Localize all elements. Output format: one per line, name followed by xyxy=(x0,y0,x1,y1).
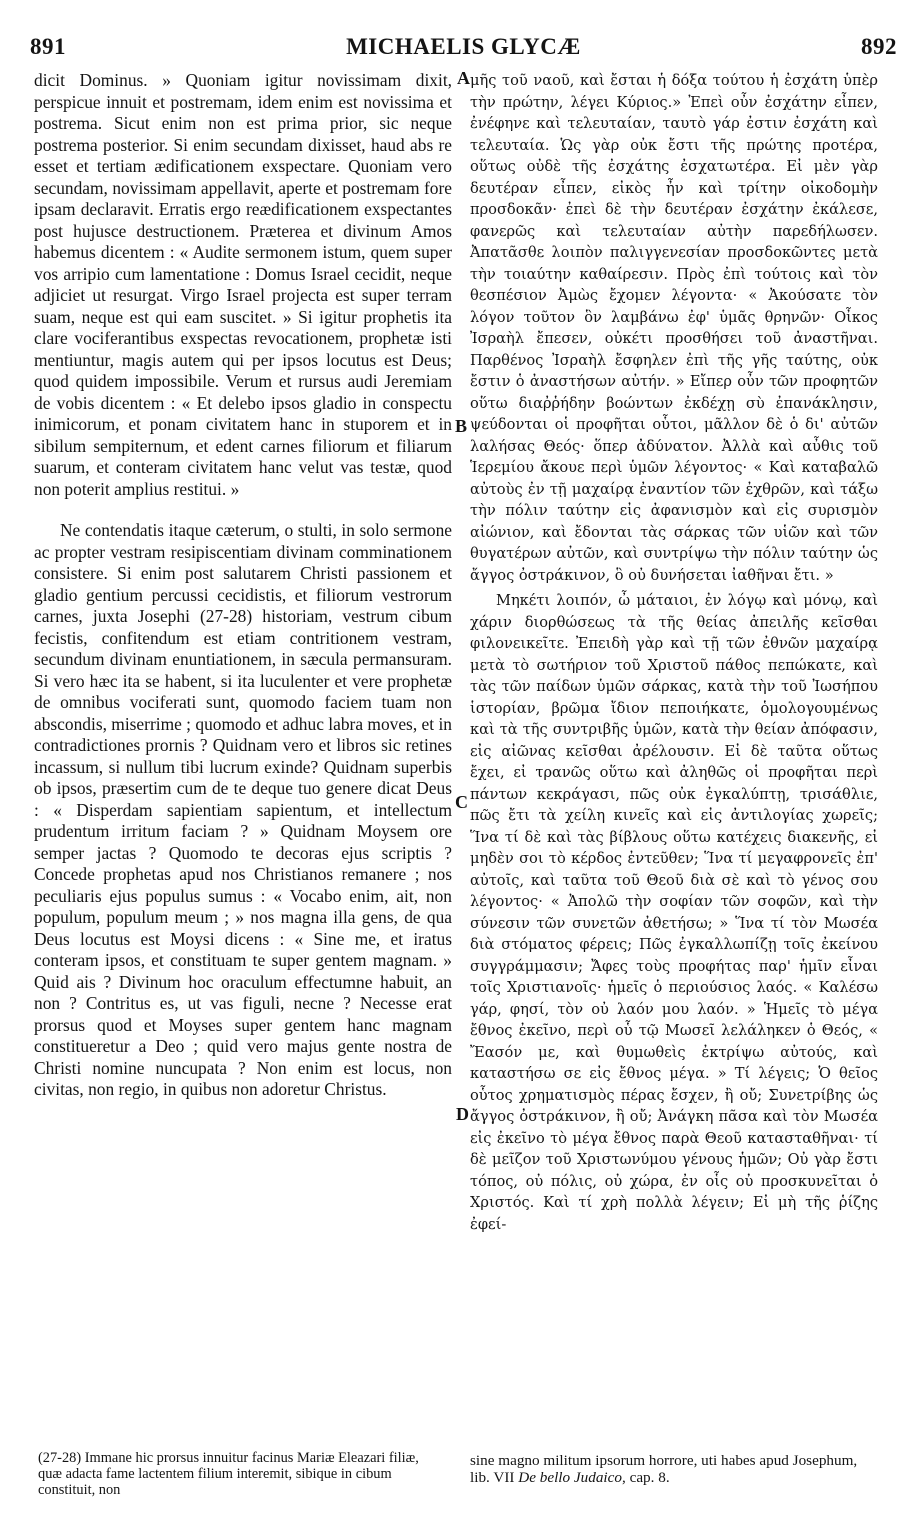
greek-paragraph-2: Μηκέτι λοιπόν, ὦ μάταιοι, ἐν λόγῳ καὶ μόνῳ, καὶ χάριν διορθώσεως τὰ τῆς θείας ἀπειλῆς κεῖσθαι φιλονεικεῖτε. Ἐπειδὴ γὰρ καὶ τῇ τῶν ἐθνῶν μαχαίρᾳ μετὰ τὸ σωτήριον τοῦ Χριστοῦ πάθος πεπώκατε, καὶ τὰς τῶν παίδων ὑμῶν σάρκας, κατὰ τὴν τοῦ Ἰωσήπου ἱστορίαν, βρῶμα ἴδιον πεποιήκατε, ὁμολογουμένως καὶ τὰ τῆς συντριβῆς ὑμῶν, κατὰ τὴν θείαν ἀπόφασιν, εἰς αἰῶνας κεῖσθαι ἀρέλουσιν. Εἰ δὲ ταῦτα οὕτως ἔχει, εἰ τρανῶς οὕτω καὶ ἀληθῶς οἱ προφῆται περὶ πάντων κεκράγασι, πῶς οὐκ ἐγκαλύπτῃ, τρισάθλιε, πῶς ἔτι τὰ χείλη κινεῖς καὶ εἰς ἀντιλογίας χωρεῖς; Ἵνα τί δὲ καὶ τὰς βίβλους οὕτω κατέχεις διακενῆς, εἰ μηδὲν σοι τὸ κέρδος ἐντεῦθεν; Ἵνα τί μεγαφρονεῖς ἐπ' αὐτοῖς, καὶ ταῦτα τοῦ Θεοῦ διὰ σὲ καὶ τὸ γένος σου λέγοντος· « Ἀπολῶ τὴν σοφίαν τῶν σοφῶν, καὶ τὴν σύνεσιν τῶν συνετῶν ἀθετήσω; » Ἵνα τί τὸν Μωσέα διὰ στόματος φέρεις; Πῶς ἐγκαλλωπίζῃ τοῖς ἐκείνου συγγράμμασιν; Ἄφες τοὺς προφήτας παρ' ἡμῖν εἶναι τοῖς Χριστιανοῖς· ἡμεῖς ὁ περιούσιος λαός. « Καλέσω γάρ, φησί, τὸν οὐ λαόν μου λαόν. » Ἡμεῖς τὸ μέγα ἔθνος ἐκεῖνο, περὶ οὗ τῷ Μωσεῖ λελάληκεν ὁ Θεός, « Ἔασόν με, καὶ θυμωθεὶς ἐκτρίψω αὐτούς, καὶ καταστήσω σε εἰς ἔθνος μέγα. » Τί λέγεις; Ὁ θεῖος οὗτος χρηματισμὸς πέρας ἔσχεν, ἢ οὔ; Συνετρίβης ὡς ἄγγος ὀστράκινον, ἢ οὔ; Ἀνάγκη πᾶσα καὶ τὸν Μωσέα εἰς ἐκεῖνο τὸ μέγα ἔθνος παρὰ Θεοῦ κατασταθῆναι· τί δὲ μεῖζον τοῦ Χριστωνύμου γένους ἡμῶν; Οὐ γὰρ ἔστι τόπος, οὐ πόλις, οὐ χώρα, ἐν οἷς οὐ προσκυνεῖται ὁ Χριστός. Καὶ τί χρὴ πολλὰ λέγειν; Εἰ μὴ τῆς ῥίζης ἐφεί- xyxy=(470,592,878,1233)
margin-marker-a: A xyxy=(457,68,470,88)
latin-paragraph-1: dicit Dominus. » Quoniam igitur novissimam dixit, perspicue innuit et postremam, idem enim est novissima et postrema. Sicut enim non est prima prior, sic neque postrema posterior. Si enim secundam dixisset, haud abs re esset et tertiam ædificationem exspectare. Quoniam vero secundam, novissimam appellavit, aperte et postremam fore ipsam declaravit. Erratis ergo reædificationem exspectantes post hujusce destructionem. Præterea et divinum Amos habemus dicentem : « Audite sermonem istum, quem super vos arripio cum lamentatione : Domus Israel cecidit, neque adjiciet ut resurgat. Virgo Israel projecta est super terram suam, neque est qui eam suscitet. » Si igitur prophetis ita clare vociferantibus exspectas revocationem, prophetæ isti mentiuntur, magis autem qui per ipsos locutus est Deus; quod quidem impossibile. Verum et rursus audi Jeremiam de vobis dicentem : « Et delebo ipsos gladio in conspectu inimicorum, et ponam civitatem hanc in stuporem et in sibilum sempiternum, et edent carnes filiorum et filiarum suarum, et conteram civitatem hanc velut vas testæ, quod non poterit amplius restitui. » xyxy=(34,70,452,499)
running-head xyxy=(30,34,897,64)
footnote-right xyxy=(470,1452,880,1486)
latin-column xyxy=(34,70,452,1101)
margin-marker-b: B xyxy=(455,416,468,436)
latin-paragraph-2: Ne contendatis itaque cæterum, o stulti, in solo sermone ac propter vestram resipiscentiam divinam comminationem consistere. Si enim post salutarem Christi passionem et gladio gentium percussi cecidistis, et filiorum vestrorum carnes, juxta Josephi (27-28) historiam, vestrum cibum fecistis, confitendum est etiam contritionem vestram, secundum divinam enuntiationem, in sæcula permansuram. Si vero hæc ita se habent, si ita luculenter et vere prophetæ de omnibus vociferati sunt, quomodo faciem tuam non abscondis, miserrime ; quomodo et adhuc labra moves, et in contradictiones prornis ? Quidnam vero et libros sic retines incassum, si nullum tibi lucrum exinde? Quidnam superbis ob ipsos, præsertim cum de te deque tuo genere dicat Deus : « Disperdam sapientiam sapientum, et intellectum prudentum irritum faciam ? » Quidnam Moysem ore semper jactas ? Quomodo te decoras ejus scriptis ? Concede prophetas apud nos Christianos remanere ; nos peculiaris ejus populus sumus : « Vocabo enim, ait, non populum, populum meum ; » nos magna illa gens, de qua Deus locutus est Moysi dicens : « Sine me, et iratus conteram ipsos, et constituam te super gentem magnam. » Quid ais ? Divinum hoc oraculum effectumne habuit, an non ? Contritus es, ut vas figuli, necne ? Necesse erat prorsus quod et Moyses super gentem hanc magnam constitueretur a Deo ; quid vero majus gente nostra de Christi nomine nuncupata ? Non enim est locus, non civitas, non regio, in quibus non adoretur Christus. xyxy=(34,520,452,1099)
page-number-right: 892 xyxy=(861,34,897,59)
footnote-right-work: De bello Judaico xyxy=(518,1469,622,1486)
footnote-right-text: sine magno militum ipsorum horrore, uti habes apud Josephum, lib. VII xyxy=(470,1452,858,1486)
page-number-left: 891 xyxy=(30,34,66,59)
margin-marker-d: D xyxy=(456,1104,469,1124)
footnote-right-tail: , cap. 8. xyxy=(621,1469,670,1486)
running-title: MICHAELIS GLYCÆ xyxy=(346,34,581,59)
greek-paragraph-1: μῆς τοῦ ναοῦ, καὶ ἔσται ἡ δόξα τούτου ἡ ἐσχάτη ὑπὲρ τὴν πρώτην, λέγει Κύριος.» Ἐπεὶ οὖν ἐσχάτην εἶπεν, ἐνέφηνε καὶ τελευταίαν, ταυτὸ γάρ ἐστιν ἐσχάτη καὶ τελευταία. Ὡς γὰρ οὐκ ἔστι τῆς πρώτης προτέρα, οὕτως οὐδὲ τῆς ἐσχάτης ἐσχατωτέρα. Εἰ μὲν γὰρ δευτέραν εἶπεν, εἰκὸς ἦν καὶ τρίτην οἰκοδομὴν προσδοκᾶν· ἐπεὶ δὲ τὴν δευτέραν ἐσχάτην ἐκάλεσε, φανερῶς καὶ τελευταίαν αὐτὴν παρεδήλωσεν. Ἀπατᾶσθε λοιπὸν παλιγγενεσίαν προσδοκῶντες μετὰ τὴν τοιαύτην καθαίρεσιν. Πρὸς ἐπὶ τούτοις καὶ τὸν θεσπέσιον Ἀμὼς ἔχομεν λέγοντα· « Ἀκούσατε τὸν λόγον τοῦτον ὃν λαμβάνω ἐφ' ὑμᾶς θρηνῶν· Οἶκος Ἰσραὴλ ἔπεσεν, οὐκέτι προσθήσει τοῦ ἀναστῆναι. Παρθένος Ἰσραὴλ ἔσφηλεν ἐπὶ τῆς γῆς ταύτης, οὐκ ἔστιν ὁ ἀναστήσων αὐτήν. » Εἴπερ οὖν τῶν προφητῶν οὕτω διαῤῥήδην βοώντων ἐκδέχῃ σὺ ἐπανάκλησιν, ψεύδονται οἱ προφῆται οὗτοι, μᾶλλον δὲ ὁ δι' αὐτῶν λαλήσας Θεός· ὅπερ ἀδύνατον. Ἀλλὰ καὶ αὖθις τοῦ Ἱερεμίου ἄκουε περὶ ὑμῶν λέγοντος· « Καὶ καταβαλῶ αὐτοὺς ἐν τῇ μαχαίρᾳ ἐναντίον τῶν ἐχθρῶν, καὶ τάξω τὴν πόλιν ταύτην εἰς ἀφανισμὸν καὶ εἰς συρισμὸν αἰώνιον, καὶ ἔδονται τὰς σάρκας τῶν υἱῶν καὶ τῶν θυγατέρων αὐτῶν, καὶ συντρίψω τὴν πόλιν ταύτην ὡς ἄγγος ὀστράκινον, ὃ οὐ δυνήσεται ἰαθῆναι ἔτι. » xyxy=(470,72,878,584)
greek-column xyxy=(470,70,878,1235)
footnote-left: (27-28) Immane hic prorsus innuitur facinus Mariæ Eleazari filiæ, quæ adacta fame lactentem filium interemit, sibique in cibum constituit, non xyxy=(38,1450,419,1498)
margin-marker-c: C xyxy=(455,792,468,812)
